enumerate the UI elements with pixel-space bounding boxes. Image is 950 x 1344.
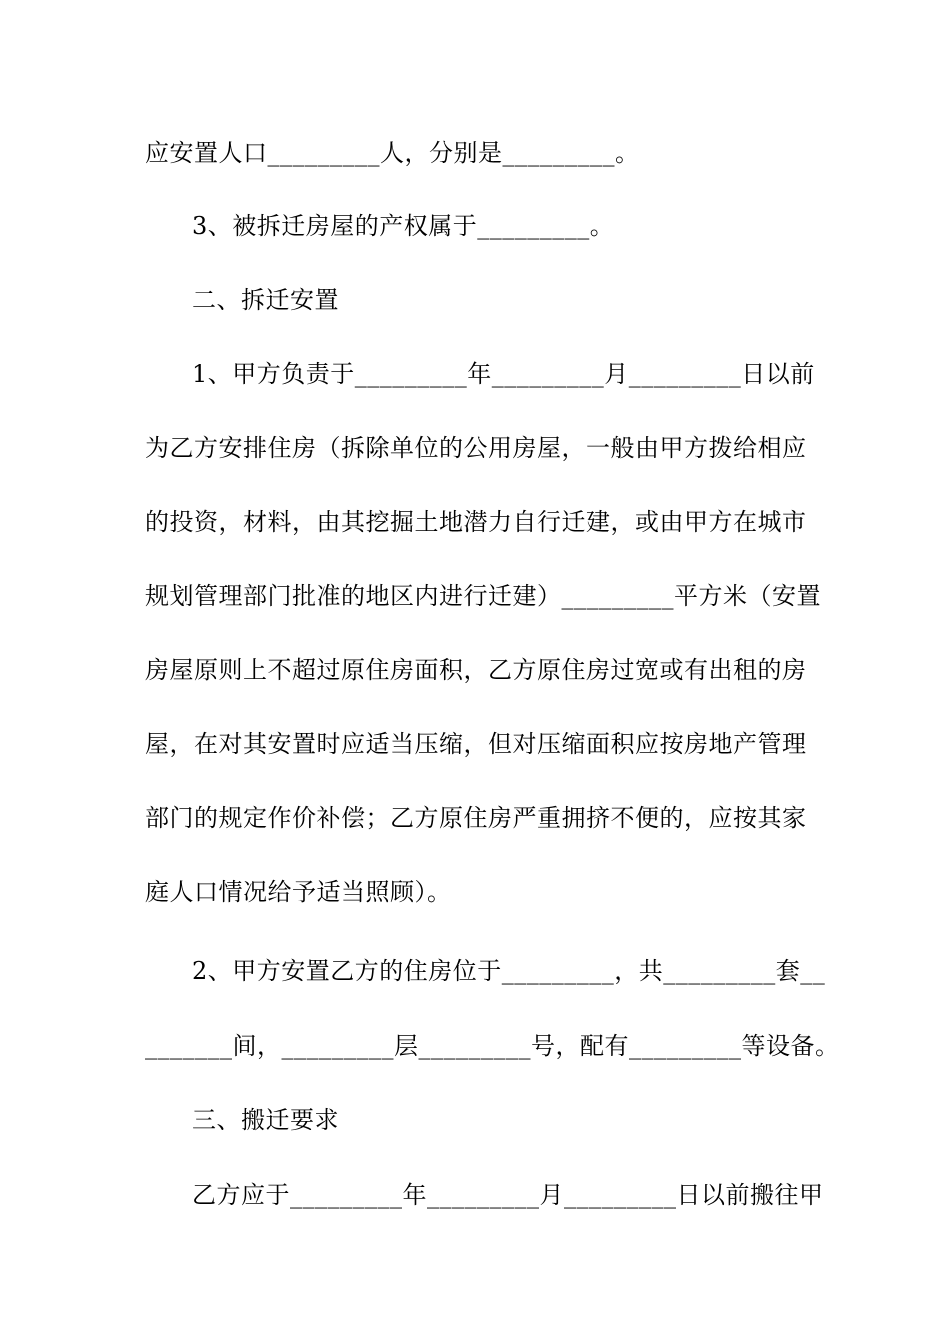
section-heading: 三、搬迁要求 bbox=[192, 1106, 339, 1134]
text-line: 3、被拆迁房屋的产权属于_________。 bbox=[192, 212, 615, 240]
text-line: 庭人口情况给予适当照顾）。 bbox=[145, 878, 452, 906]
text-line: 1、甲方负责于_________年_________月_________日以前 bbox=[192, 360, 815, 388]
text-line: 2、甲方安置乙方的住房位于_________，共_________套__ bbox=[192, 957, 826, 985]
text-line: 的投资，材料，由其挖掘土地潜力自行迁建，或由甲方在城市 bbox=[145, 508, 807, 536]
text-line: 规划管理部门批准的地区内进行迁建）_________平方米（安置 bbox=[145, 582, 821, 610]
text-line: 房屋原则上不超过原住房面积，乙方原住房过宽或有出租的房 bbox=[145, 656, 807, 684]
text-line: 应安置人口_________人，分别是_________。 bbox=[145, 139, 640, 167]
text-line: 乙方应于_________年_________月_________日以前搬往甲 bbox=[192, 1181, 824, 1209]
section-heading: 二、拆迁安置 bbox=[192, 286, 339, 314]
text-line: 为乙方安排住房（拆除单位的公用房屋，一般由甲方拨给相应 bbox=[145, 434, 807, 462]
text-line: 部门的规定作价补偿；乙方原住房严重拥挤不便的，应按其家 bbox=[145, 804, 807, 832]
text-line: 屋，在对其安置时应适当压缩，但对压缩面积应按房地产管理 bbox=[145, 730, 807, 758]
text-line: _______间，_________层_________号，配有_________等设备。 bbox=[145, 1032, 840, 1060]
